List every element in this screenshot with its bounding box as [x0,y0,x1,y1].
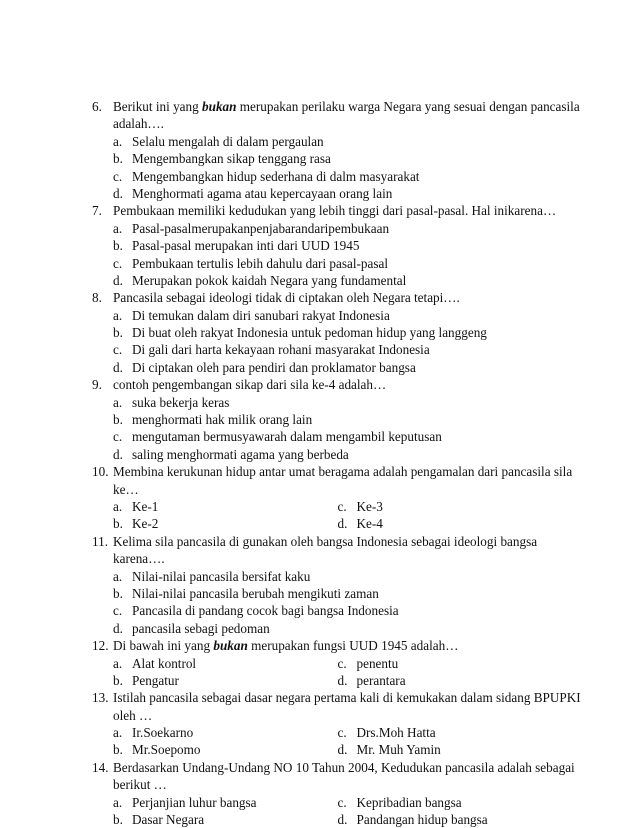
question-text [92,289,562,306]
answer-row [92,515,562,532]
option-letter: a. [113,568,123,584]
answer-option [92,133,562,150]
answer-option [113,498,338,515]
question-number: 8. [92,290,102,306]
option-letter: c. [337,498,347,514]
option-letter: c. [113,255,123,271]
option-letter: d. [337,516,348,532]
question-text [92,376,562,393]
answer-option [92,307,562,324]
answer-option [92,568,562,585]
option-letter: b. [113,812,123,828]
emphasis-text: bukan [202,99,237,114]
question-item [92,289,562,376]
option-text: Ke-2 [132,516,159,532]
question-segment: Di bawah ini yang [113,638,214,654]
answer-option [92,237,562,254]
option-text: Dasar Negara [132,812,205,828]
option-text: Pembukaan tertulis lebih dahulu dari pasal-pasal [132,255,388,271]
option-text: Ke-1 [132,498,159,514]
question-item [92,637,562,689]
question-segment: Membina kerukunan hidup antar umat beragama adalah pengamalan dari pancasila sila [113,464,573,480]
answer-option [338,811,563,828]
option-letter: d. [337,672,348,688]
answer-option [338,498,563,515]
answer-option [338,724,563,741]
option-text: Pengatur [132,672,179,688]
question-item [92,689,581,759]
question-number: 14. [92,759,109,775]
question-segment: Berikut ini yang [113,99,203,114]
question-number: 6. [92,99,102,114]
answer-option [92,620,562,637]
answer-option [113,672,338,689]
option-letter: b. [113,238,123,254]
answer-option [92,359,562,376]
question-segment: merupakan fungsi UUD 1945 adalah… [247,638,459,654]
option-letter: b. [113,516,123,532]
option-text: perantara [356,672,406,688]
answer-option [113,794,338,811]
option-text: Alat kontrol [132,655,197,671]
option-text: Pasal-pasalmerupakanpenjabarandaripembukaan [132,220,390,236]
option-letter: c. [337,725,347,741]
option-letter: d. [113,359,123,375]
question-number: 9. [92,377,102,393]
option-letter: d. [113,620,123,636]
option-letter: d. [113,446,123,462]
answer-row [92,811,562,828]
answer-option [92,602,562,619]
question-continuation: karena…. [113,551,165,567]
question-item [92,533,562,637]
option-letter: c. [113,429,123,445]
option-text: Di buat oleh rakyat Indonesia untuk pedoman hidup yang langgeng [132,325,487,341]
option-text: Menghormati agama atau kepercayaan orang lain [132,185,393,201]
answer-row [92,741,562,758]
option-text: Di temukan dalam diri sanubari rakyat Indonesia [132,307,390,323]
option-text: Pandangan hidup bangsa [356,812,488,828]
question-segment: Berdasarkan Undang-Undang NO 10 Tahun 2004, Kedudukan pancasila adalah sebagai [113,759,575,775]
question-list [92,98,581,828]
option-letter: a. [113,220,123,236]
option-letter: b. [113,585,123,601]
option-text: pancasila sebagi pedoman [132,620,270,636]
option-letter: a. [113,307,123,323]
option-text: menghormati hak milik orang lain [132,412,313,428]
question-number: 7. [92,203,102,219]
answer-option [92,168,562,185]
answer-option [113,655,338,672]
question-number: 12. [92,638,109,654]
question-text [92,463,573,480]
question-segment: Kelima sila pancasila di gunakan oleh bangsa Indonesia sebagai ideologi bangsa [113,533,538,549]
answer-option [113,741,338,758]
option-letter: c. [113,603,123,619]
option-text: Di ciptakan oleh para pendiri dan proklamator bangsa [132,359,416,375]
emphasis-text: bukan [213,638,248,654]
question-text [92,759,575,776]
answer-option [113,515,338,532]
option-text: Pasal-pasal merupakan inti dari UUD 1945 [132,238,360,254]
option-text: penentu [356,655,399,671]
option-letter: d. [337,812,348,828]
answer-option [92,220,562,237]
option-text: Ke-4 [356,516,383,532]
option-letter: b. [113,151,123,167]
question-segment: Pancasila sebagai ideologi tidak di ciptakan oleh Negara tetapi…. [113,290,460,306]
option-letter: d. [113,185,123,201]
question-text [92,533,562,550]
option-letter: b. [113,672,123,688]
question-text [92,98,580,115]
option-letter: a. [113,394,123,410]
option-letter: d. [337,742,348,758]
answer-option [338,672,563,689]
option-letter: b. [113,325,123,341]
option-letter: c. [337,655,347,671]
option-letter: a. [113,794,123,810]
question-segment: Istilah pancasila sebagai dasar negara pertama kali di kemukakan dalam sidang BPUPKI [113,690,581,706]
option-letter: a. [113,655,123,671]
option-text: Ir.Soekarno [132,725,194,741]
question-item [92,463,573,533]
answer-option [92,272,562,289]
question-segment: contoh pengembangan sikap dari sila ke-4 adalah… [113,377,387,393]
answer-row [92,498,562,515]
question-continuation: ke… [113,481,139,497]
question-number: 10. [92,464,109,480]
option-text: Pancasila di pandang cocok bagi bangsa Indonesia [132,603,399,619]
answer-option [92,446,562,463]
option-text: Perjanjian luhur bangsa [132,794,257,810]
answer-option [113,724,338,741]
answer-option [338,515,563,532]
answer-option [92,394,562,411]
option-letter: a. [113,133,123,149]
question-text [92,637,562,654]
question-segment: Pembukaan memiliki kedudukan yang lebih tinggi dari pasal-pasal. Hal inikarena… [113,203,557,219]
question-item [92,202,562,289]
answer-option [92,324,562,341]
question-item [92,376,562,463]
question-item [92,98,580,202]
option-text: Di gali dari harta kekayaan rohani masyarakat Indonesia [132,342,430,358]
answer-row [92,794,562,811]
question-text [92,202,562,219]
answer-row [92,724,562,741]
option-letter: b. [113,742,123,758]
question-continuation: adalah…. [113,116,164,132]
question-number: 11. [92,533,108,549]
option-text: Nilai-nilai pancasila berubah mengikuti zaman [132,585,379,601]
option-text: saling menghormati agama yang berbeda [132,446,349,462]
question-continuation: berikut … [113,777,167,793]
option-letter: a. [113,498,123,514]
option-letter: b. [113,412,123,428]
question-item [92,759,575,828]
answer-option [338,655,563,672]
option-letter: c. [113,342,123,358]
option-text: Mengembangkan sikap tenggang rasa [132,151,331,167]
answer-option [92,185,562,202]
answer-option [338,741,563,758]
option-letter: a. [113,725,123,741]
option-letter: c. [337,794,347,810]
option-text: Ke-3 [356,498,383,514]
option-text: Selalu mengalah di dalam pergaulan [132,133,324,149]
answer-option [92,150,562,167]
answer-option [92,341,562,358]
option-text: Drs.Moh Hatta [356,725,436,741]
question-text [92,689,581,706]
option-text: suka bekerja keras [132,394,230,410]
option-text: Kepribadian bangsa [356,794,462,810]
answer-option [92,585,562,602]
option-text: Nilai-nilai pancasila bersifat kaku [132,568,311,584]
question-number: 13. [92,690,109,706]
option-letter: c. [113,168,123,184]
answer-option [92,255,562,272]
answer-row [92,655,562,672]
question-continuation: oleh … [113,707,153,723]
answer-row [92,672,562,689]
question-segment: merupakan perilaku warga Negara yang sesuai dengan pancasila [236,99,580,114]
option-text: Merupakan pokok kaidah Negara yang fundamental [132,272,407,288]
option-text: Mr.Soepomo [132,742,201,758]
answer-option [92,411,562,428]
option-text: Mr. Muh Yamin [356,742,441,758]
answer-option [338,794,563,811]
answer-option [92,428,562,445]
answer-option [113,811,338,828]
option-letter: d. [113,272,123,288]
option-text: mengutaman bermusyawarah dalam mengambil keputusan [132,429,442,445]
option-text: Mengembangkan hidup sederhana di dalm masyarakat [132,168,420,184]
